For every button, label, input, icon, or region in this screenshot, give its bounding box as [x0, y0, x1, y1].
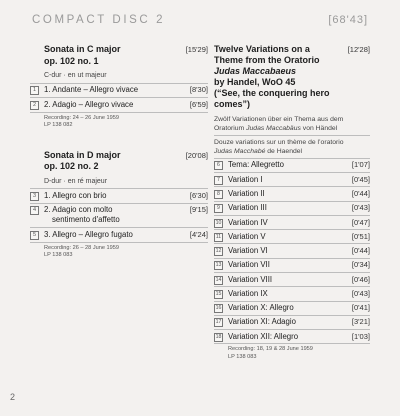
alt-line: Zwölf Variationen über ein Thema aus dem	[214, 116, 344, 123]
track-label-line: sentimento d'affetto	[52, 215, 120, 225]
track-row	[214, 317, 370, 327]
track-label	[30, 191, 208, 201]
track-duration: [0'45]	[351, 174, 370, 184]
divider	[214, 201, 370, 202]
track-number-box: 13	[215, 262, 222, 269]
track-row	[214, 303, 370, 313]
track-row	[214, 175, 370, 185]
track-label-line: 2. Adagio con molto	[44, 205, 113, 215]
work-sonata-c-major	[30, 44, 208, 130]
divider	[214, 172, 370, 173]
track-duration: [0'46]	[351, 274, 370, 284]
divider	[30, 112, 208, 113]
work-duration: [20'08]	[185, 150, 208, 160]
track-duration: [6'59]	[189, 99, 208, 109]
track-number-box: 17	[215, 319, 222, 326]
track-label-line: 1. Allegro con brio	[44, 190, 107, 200]
work-alt-title: D-dur · en ré majeur	[44, 177, 108, 185]
alt-text: von Händel	[300, 125, 338, 132]
track-duration: [9'15]	[189, 205, 208, 215]
track-duration: [1'03]	[351, 331, 370, 341]
disc-title: COMPACT DISC 2	[32, 14, 166, 26]
track-row	[214, 189, 370, 199]
divider	[214, 301, 370, 302]
track-row	[30, 100, 208, 110]
alt-line	[214, 124, 370, 133]
track-label: 1. Andante – Allegro vivace	[44, 85, 139, 95]
disc-header	[32, 14, 368, 28]
track-row	[214, 160, 370, 170]
track-number-box: 18	[215, 333, 222, 340]
track-number-box: 1	[30, 86, 39, 95]
divider	[214, 258, 370, 259]
left-column	[30, 44, 208, 260]
work-twelve-variations	[214, 44, 370, 361]
track-label: Variation IX	[228, 288, 268, 298]
track-label: Variation VII	[228, 260, 270, 270]
track-number-box: 6	[214, 161, 223, 170]
track-number-box: 5	[30, 231, 39, 240]
track-duration: [4'24]	[189, 230, 208, 240]
track-duration: [0'47]	[351, 217, 370, 227]
work-title-line	[214, 66, 340, 77]
track-duration: [6'30]	[189, 190, 208, 200]
track-row	[30, 205, 208, 225]
page-number: 2	[10, 392, 16, 402]
work-title	[30, 44, 208, 67]
track-number-box: 3	[30, 192, 39, 201]
track-row	[30, 230, 208, 240]
track-label: Variation II	[228, 188, 265, 198]
track-duration: [0'43]	[351, 288, 370, 298]
track-label: Tema: Allegretto	[228, 160, 284, 170]
divider	[214, 272, 370, 273]
track-number-box: 16	[215, 305, 222, 312]
divider	[214, 135, 370, 136]
track-number-box: 9	[214, 204, 223, 213]
track-row	[214, 232, 370, 242]
catalog-number: LP 138 083	[228, 353, 257, 360]
track-number-box: 11	[215, 233, 222, 240]
track-duration: [0'44]	[351, 188, 370, 198]
track-duration: [0'34]	[351, 260, 370, 270]
divider	[30, 227, 208, 228]
track-duration: [0'44]	[351, 246, 370, 256]
track-row	[30, 85, 208, 95]
track-label: Variation XI: Adagio	[228, 317, 296, 327]
track-duration: [0'51]	[351, 231, 370, 241]
work-title-line: Twelve Variations on a	[214, 44, 310, 54]
track-duration: [8'30]	[189, 85, 208, 95]
track-row	[214, 260, 370, 270]
alt-italic: Judas Macchabé	[214, 147, 266, 155]
work-title-line: (“See, the conquering hero comes”)	[214, 88, 330, 109]
track-duration: [1'07]	[351, 160, 370, 170]
alt-text: Oratorium	[214, 125, 247, 132]
disc-total-time: [68'43]	[328, 14, 368, 26]
track-label: Variation III	[228, 203, 267, 213]
track-number-box: 8	[214, 190, 223, 199]
divider	[214, 186, 370, 187]
work-title-line: Sonata in C major	[44, 44, 121, 54]
catalog-number: LP 138 082	[44, 122, 73, 129]
track-label: Variation I	[228, 174, 263, 184]
track-number-box: 10	[215, 219, 222, 226]
divider	[30, 188, 208, 189]
recording-dates: Recording: 26 – 28 June 1959	[44, 244, 119, 251]
divider	[214, 343, 370, 344]
track-list	[214, 160, 370, 344]
divider	[30, 242, 208, 243]
divider	[214, 286, 370, 287]
recording-info	[214, 346, 370, 361]
divider	[30, 203, 208, 204]
work-title-line: op. 102 no. 1	[44, 55, 99, 66]
alt-line	[214, 147, 370, 156]
track-label: Variation VIII	[228, 274, 273, 284]
work-title	[30, 150, 208, 173]
work-title-line: Theme from the Oratorio	[214, 55, 320, 65]
track-number-box: 7	[214, 176, 223, 185]
alt-line: Douze variations sur un thème de l’oratorio	[214, 138, 344, 146]
recording-info	[30, 245, 208, 260]
track-label	[30, 230, 208, 240]
divider	[214, 329, 370, 330]
work-alt-title-fr	[214, 138, 370, 156]
track-duration: [0'43]	[351, 203, 370, 213]
track-label: 2. Adagio – Allegro vivace	[44, 99, 134, 109]
alt-italic: Judas Maccabäus	[246, 125, 301, 132]
track-row	[214, 246, 370, 256]
track-label: Variation XII: Allegro	[228, 331, 299, 341]
track-row	[214, 218, 370, 228]
recording-info	[30, 115, 208, 130]
divider	[214, 243, 370, 244]
work-duration: [15'29]	[185, 45, 208, 54]
catalog-number: LP 138 083	[44, 252, 73, 259]
track-number-box: 4	[30, 206, 39, 215]
alt-text: de Haendel	[265, 147, 303, 155]
track-label: Variation VI	[228, 246, 268, 256]
track-number-box: 2	[30, 101, 39, 110]
work-alt-title: C-dur · en ut majeur	[44, 72, 107, 79]
work-alt-title-de	[214, 115, 370, 133]
track-label: Variation X: Allegro	[228, 303, 294, 313]
track-duration: [0'41]	[351, 303, 370, 313]
track-row	[214, 289, 370, 299]
work-duration: [12'28]	[347, 45, 370, 54]
work-title-line: op. 102 no. 2	[44, 161, 99, 172]
work-sonata-d-major	[30, 150, 208, 260]
track-number-box: 12	[215, 248, 222, 255]
divider	[214, 158, 370, 159]
work-title	[214, 44, 370, 110]
work-title-line: Sonata in D major	[44, 149, 121, 160]
work-title-line: by Handel, WoO 45	[214, 77, 296, 87]
track-row	[214, 275, 370, 285]
track-label: Variation IV	[228, 217, 268, 227]
divider	[214, 229, 370, 230]
track-label: Variation V	[228, 231, 266, 241]
track-label-line: 3. Allegro – Allegro fugato	[44, 230, 133, 240]
divider	[214, 215, 370, 216]
right-column	[214, 44, 370, 361]
divider	[30, 83, 208, 84]
divider	[214, 315, 370, 316]
recording-dates: Recording: 18, 19 & 28 June 1959	[228, 346, 313, 353]
recording-dates: Recording: 24 – 26 June 1959	[44, 114, 119, 121]
track-duration: [3'21]	[351, 317, 370, 327]
divider	[30, 97, 208, 98]
work-title-italic: Judas Maccabaeus	[214, 66, 297, 76]
track-label	[30, 205, 208, 225]
track-row	[30, 191, 208, 201]
track-row	[214, 332, 370, 342]
track-row	[214, 203, 370, 213]
track-number-box: 15	[215, 290, 222, 297]
track-number-box: 14	[215, 276, 222, 283]
